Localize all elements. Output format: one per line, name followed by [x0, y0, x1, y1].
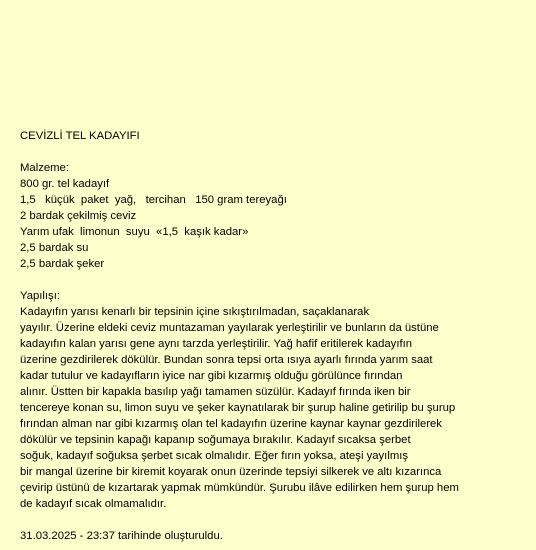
method-line: yayılır. Üzerine eldeki ceviz muntazaman yayılarak yerleştirilir ve bunların da üstüne — [20, 322, 439, 334]
method-line: Kadayıfın yarısı kenarlı bir tepsinin içine sıkıştırılmadan, saçaklanarak — [20, 306, 370, 318]
method-line: tencereye konan su, limon suyu ve şeker kaynatılarak bir şurup haline getirilip bu şurup — [20, 402, 456, 414]
recipe-title: CEVİZLİ TEL KADAYIFI — [20, 130, 140, 142]
spacer — [20, 144, 520, 160]
method-line: bir mangal üzerine bir kiremit koyarak onun üzerinde tepsiyi silkerek ve altı kızarınca — [20, 466, 442, 478]
method-line: kadar tutulur ve kadayıfların iyice nar gibi kızarmış olduğu görülünce fırından — [20, 370, 403, 382]
method-line: kadayıfın kalan yarısı gene aynı tarzda yerleştirilir. Yağ hafif eritilerek kadayıfın — [20, 338, 413, 350]
method-line: üzerine gezdirilerek dökülür. Bundan sonra tepsi orta ısıya ayarlı fırında yarım saat — [20, 354, 433, 366]
ingredients-heading: Malzeme: — [20, 162, 69, 174]
method-line: fırından alman nar gibi kızarmış olan tel kadayıfın üzerine kaynar kaynar gezdirilerek — [20, 418, 442, 430]
method-line: çevirip üstünü de kızartarak yapmak mümkündür. Şurubu ilâve edilirken hem şurup hem — [20, 482, 459, 494]
method-line: dökülür ve tepsinin kapağı kapanıp soğumaya bırakılır. Kadayıf sıcaksa şerbet — [20, 434, 411, 446]
spacer — [20, 272, 520, 288]
spacer — [20, 512, 520, 528]
method-heading: Yapılışı: — [20, 290, 60, 302]
created-timestamp: 31.03.2025 - 23:37 tarihinde oluşturuldu. — [20, 530, 223, 542]
ingredient-item: Yarım ufak limonun suyu «1,5 kaşık kadar» — [20, 226, 249, 238]
ingredient-item: 1,5 küçük paket yağ, tercihan 150 gram tereyağı — [20, 194, 287, 206]
ingredient-item: 2,5 bardak şeker — [20, 258, 105, 270]
recipe-document — [20, 128, 520, 544]
ingredient-item: 800 gr. tel kadayıf — [20, 178, 110, 190]
ingredient-item: 2,5 bardak su — [20, 242, 89, 254]
method-line: alınır. Üstten bir kapakla basılıp yağı tamamen süzülür. Kadayıf fırında iken bir — [20, 386, 411, 398]
ingredient-item: 2 bardak çekilmiş ceviz — [20, 210, 137, 222]
method-line: soğuk, kadayıf soğuksa şerbet sıcak olmalıdır. Eğer fırın yoksa, ateşi yayılmış — [20, 450, 409, 462]
method-line: de kadayıf sıcak olmamalıdır. — [20, 498, 167, 510]
